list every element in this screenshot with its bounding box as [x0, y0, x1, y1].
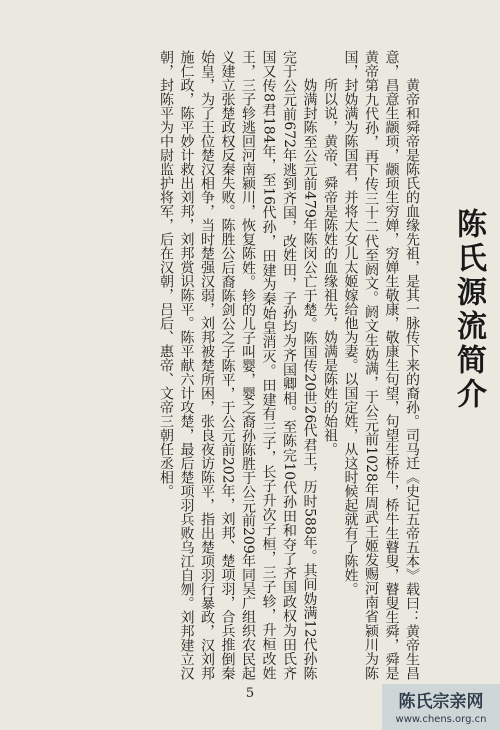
page-title: 陈氏源流简介 [451, 208, 486, 412]
paragraph: 妫满封陈至公元前479年陈闵公亡于楚。陈国传20世26代君王，历时588年。其间妫满12代孙陈完于公元前672年逃到齐国，改姓田，子孙均为齐国卿相。至陈完10代孙田和夺了齐国政权为田氏齐国又传8君184年，至16代孙，田建为秦始皇消灭。田建有三子，长子升次子桓，三子轸，升桓改姓王，三子轸逃回河南颍川，恢复陈姓。轸的儿子叫婴，婴之裔孙陈胜于公元前209年同吴广组织农民起义建立张楚政权反秦失败。陈胜公后裔陈剑公之子陈平，于公元前202年，刘邦、楚项羽，合兵推倒秦始皇，为了王位楚汉相争，当时楚强汉弱，刘邦被楚所困，张良夜访陈平，指出楚项羽行暴政，汉刘邦施仁政，陈平妙计救出刘邦，刘邦赏识陈平。陈平献六计攻楚，最后楚项羽兵败乌江自刎。刘邦建立汉朝，封陈平为中尉监护将军，后在汉朝，吕后、惠帝、文帝三朝任丞相。 [158, 50, 318, 680]
paragraph: 黄帝和舜帝是陈氏的血缘先祖，是其一脉传下来的裔孙。司马迁《史记五帝五本》载曰：黄帝生昌意，昌意生颛顼，颛顼生穷婵，穷婵生敬康，敬康生句望，句望生桥牛，桥牛生瞽叟，瞽叟生舜，舜是黄帝第九代孙，再下传三十二代至阏文。阏文生妫满，于公元前1028年周武王姬发赐河南省颍川为陈国，封妫满为陈国君，并将大女儿太姬嫁给他为妻。以国定姓，从这时候起就有了陈姓。 [342, 50, 420, 680]
site-watermark [382, 684, 500, 730]
watermark-url: www.chens.org.cn [395, 714, 487, 725]
paragraph: 所以说，黄帝、舜帝是陈姓的血缘祖先，妫满是陈姓的始祖。 [322, 78, 338, 456]
page-number: 5 [245, 686, 255, 701]
watermark-title: 陈氏宗亲网 [398, 692, 484, 712]
body-text [27, 50, 422, 680]
